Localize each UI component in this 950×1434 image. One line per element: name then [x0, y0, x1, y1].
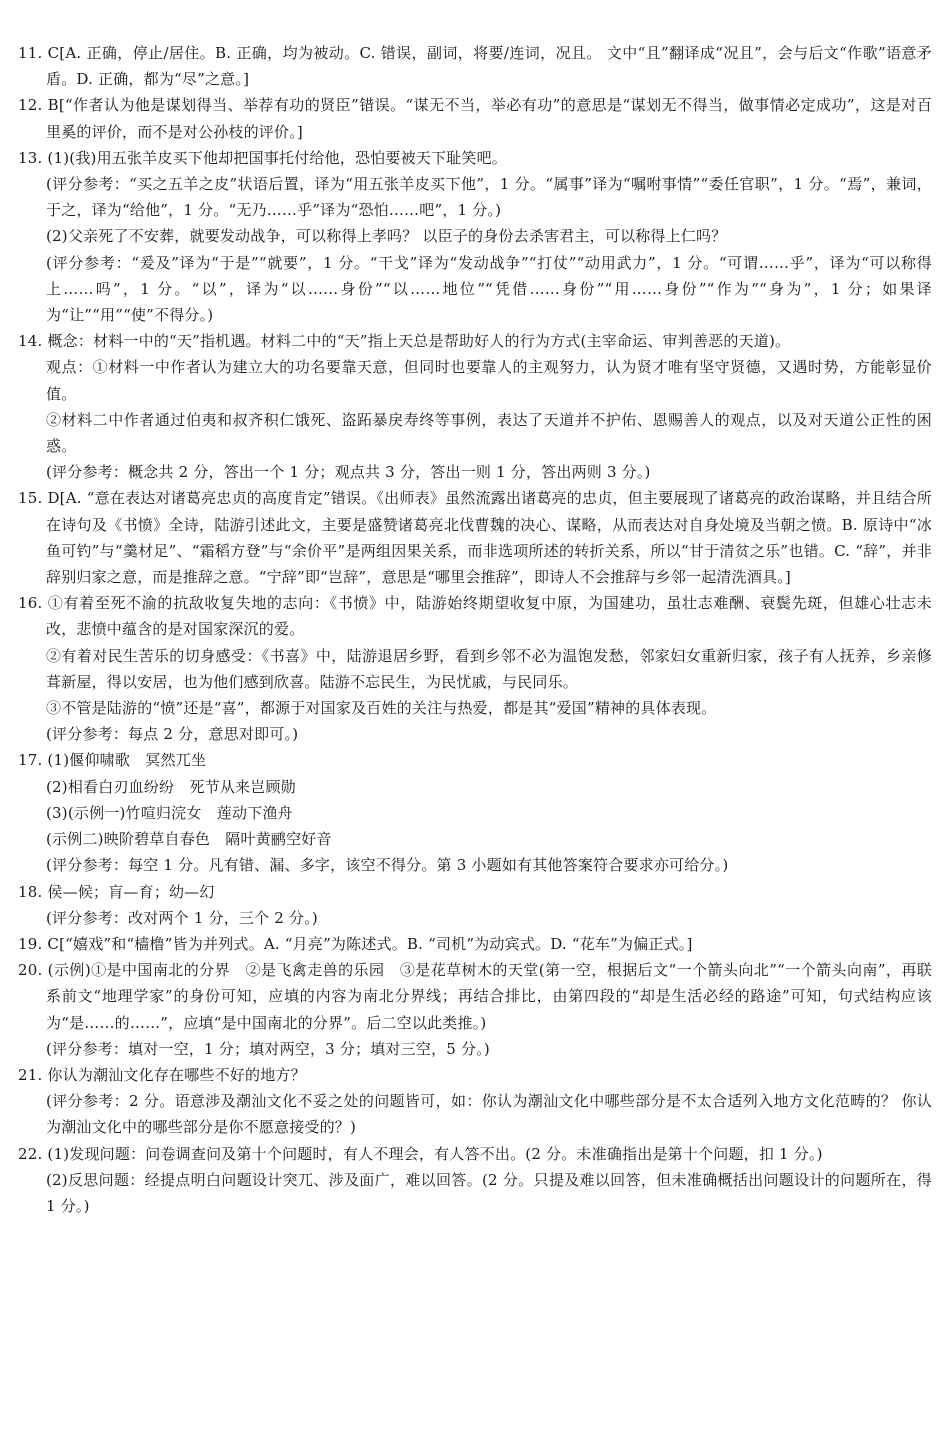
answer-text: 20. (示例)①是中国南北的分界 ②是飞禽走兽的乐园 ③是花草树木的天堂(第一空，根据后文“一个箭头向北”“一个箭头向南”，再联系前文“地理学家”的身份可知，应填的内容为南北分界线；再结合排比，由第四段的“却是生活必经的路途”可知，句式结构应该为“是……的……”，应填“是中国南北的分界”。后二空以此类推。): [18, 961, 932, 1032]
answer-text: 19. C[“嬉戏”和“樯橹”皆为并列式。A. “月亮”为陈述式。B. “司机”为动宾式。D. “花车”为偏正式。]: [18, 934, 693, 953]
answer-subtext: (2)父亲死了不安葬，就要发动战争，可以称得上孝吗？ 以臣子的身份去杀害君主，可以称得上仁吗？: [46, 227, 727, 246]
answer-subtext: (评分参考：每点 2 分，意思对即可。): [46, 725, 299, 744]
answer-item: [18, 145, 932, 328]
answer-subtext: (评分参考：填对一空，1 分；填对两空，3 分；填对三空，5 分。): [46, 1039, 490, 1058]
answer-text: 21. 你认为潮汕文化存在哪些不好的地方？: [18, 1065, 306, 1084]
answer-item: [18, 931, 932, 957]
answer-text: 13. (1)(我)用五张羊皮买下他却把国事托付给他，恐怕要被天下耻笑吧。: [18, 148, 507, 167]
answer-subtext: (3)(示例一)竹喧归浣女 莲动下渔舟: [46, 803, 293, 822]
answer-subtext: (评分参考：“买之五羊之皮”状语后置，译为“用五张羊皮买下他”，1 分。“属事”译为“嘱咐事情”“委任官职”，1 分。“焉”，兼词，于之，译为“给他”，1 分。“无乃……乎”译为“恐怕……吧”，1 分。): [46, 175, 932, 220]
answer-item: [18, 957, 932, 1062]
answer-item: [18, 40, 932, 92]
answer-text: 15. D[A. “意在表达对诸葛亮忠贞的高度肯定”错误。《出师表》虽然流露出诸葛亮的忠贞，但主要展现了诸葛亮的政治谋略，并且结合所在诗句及《书愤》全诗，陆游引述此文，主要是盛赞诸葛亮北伐曹魏的决心、谋略，从而表达对自身处境及当朝之愤。B. 原诗中“冰鱼可钓”与“羹材足”、“霜稻方登”与“余价平”是两组因果关系，而非选项所述的转折关系，所以“甘于清贫之乐”也错。C. “辞”，并非辞别归家之意，而是推辞之意。“宁辞”即“岂辞”，意思是“哪里会推辞”，即诗人不会推辞与乡邻一起清洗酒具。]: [18, 489, 932, 587]
answer-subtext: 观点：①材料一中作者认为建立大的功名要靠天意，但同时也要靠人的主观努力，认为贤才唯有坚守贤德，又遇时势，方能彰显价值。: [46, 358, 932, 403]
answer-subtext: (2)相看白刃血纷纷 死节从来岂顾勋: [46, 777, 296, 796]
answer-item: [18, 1141, 932, 1220]
answer-item: [18, 92, 932, 144]
answer-subtext: (2)反思问题：经提点明白问题设计突兀、涉及面广，难以回答。(2 分。只提及难以回答，但未准确概括出问题设计的问题所在，得 1 分。): [46, 1170, 932, 1215]
answer-subtext: ③不管是陆游的“愤”还是“喜”，都源于对国家及百姓的关注与热爱，都是其“爱国”精神的具体表现。: [46, 699, 717, 718]
answer-subtext: (评分参考：改对两个 1 分，三个 2 分。): [46, 908, 318, 927]
answer-text: 12. B[“作者认为他是谋划得当、举荐有功的贤臣”错误。“谋无不当，举必有功”的意思是“谋划无不得当，做事情必定成功”，这是对百里奚的评价，而不是对公孙枝的评价。]: [18, 96, 932, 141]
answer-text: 11. C[A. 正确，停止/居住。B. 正确，均为被动。C. 错误，副词，将要/连词，况且。 文中“且”翻译成“况且”，会与后文“作歌”语意矛盾。D. 正确，都为“尽”之意。]: [18, 44, 932, 89]
answer-text: 18. 侯—候；肓—育；幼—幻: [18, 882, 215, 901]
answer-text: 17. (1)偃仰啸歌 冥然兀坐: [18, 751, 207, 770]
answer-item: [18, 328, 932, 485]
answer-item: [18, 590, 932, 747]
answer-list: [18, 40, 932, 1219]
answer-item: [18, 485, 932, 590]
answer-subtext: (示例二)映阶碧草自春色 隔叶黄鹂空好音: [46, 830, 332, 849]
answer-subtext: (评分参考：概念共 2 分，答出一个 1 分；观点共 3 分，答出一则 1 分，答出两则 3 分。): [46, 463, 651, 482]
answer-subtext: ②材料二中作者通过伯夷和叔齐积仁饿死、盗跖暴戾寿终等事例，表达了天道并不护佑、恩赐善人的观点，以及对天道公正性的困惑。: [46, 410, 932, 456]
answer-text: 22. (1)发现问题：问卷调查问及第十个问题时，有人不理会，有人答不出。(2 分。未准确指出是第十个问题，扣 1 分。): [18, 1144, 823, 1163]
answer-subtext: ②有着对民生苦乐的切身感受：《书喜》中，陆游退居乡野，看到乡邻不必为温饱发愁，邻家妇女重新归家，孩子有人抚养，乡亲修葺新屋，得以安居，也为他们感到欣喜。陆游不忘民生，为民忧戚，与民同乐。: [46, 646, 932, 691]
answer-subtext: (评分参考：每空 1 分。凡有错、漏、多字，该空不得分。第 3 小题如有其他答案符合要求亦可给分。): [46, 856, 729, 875]
answer-text: 16. ①有着至死不渝的抗敌收复失地的志向：《书愤》中，陆游始终期望收复中原，为国建功，虽壮志难酬、衰鬓先斑，但雄心壮志未改，悲愤中蕴含的是对国家深沉的爱。: [18, 594, 932, 639]
answer-subtext: (评分参考：“爰及”译为“于是”“就要”，1 分。“干戈”译为“发动战争”“打仗”“动用武力”，1 分。“可谓……乎”，译为“可以称得上……吗”，1 分。“以”，译为“以……身份”“以……地位”“凭借……身份”“用……身份”“作为”“身为”，1 分；如果译为“让”“用”“使”不得分。): [46, 253, 932, 325]
answer-item: [18, 747, 932, 878]
answer-text: 14. 概念：材料一中的“天”指机遇。材料二中的“天”指上天总是帮助好人的行为方式(主宰命运、审判善恶的天道)。: [18, 332, 791, 351]
answer-subtext: (评分参考：2 分。语意涉及潮汕文化不妥之处的问题皆可，如：你认为潮汕文化中哪些部分是不太合适列入地方文化范畴的？ 你认为潮汕文化中的哪些部分是你不愿意接受的？): [46, 1092, 932, 1137]
answer-item: [18, 1062, 932, 1141]
answer-item: [18, 879, 932, 931]
